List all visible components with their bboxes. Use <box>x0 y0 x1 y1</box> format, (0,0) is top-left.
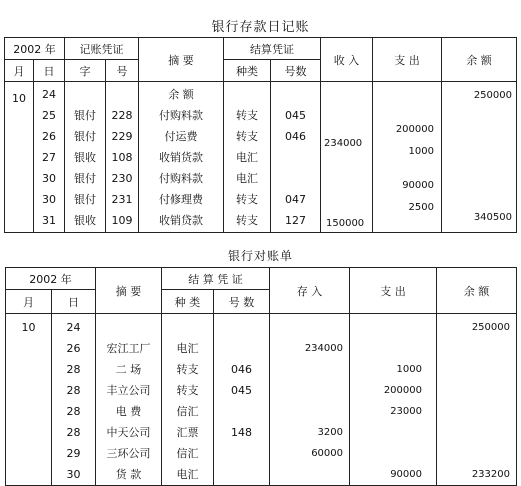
statement-no: 045 <box>231 384 252 397</box>
ledger-no: 045 <box>285 109 306 122</box>
ledger-no <box>271 84 320 105</box>
statement-in <box>270 380 343 401</box>
statement-out <box>350 338 422 359</box>
statement-out: 1000 <box>396 364 422 375</box>
statement-kind: 信汇 <box>176 405 199 418</box>
statement-day: 24 <box>66 321 81 334</box>
ledger-month: 10 <box>12 92 26 105</box>
ledger-head-no: 号数 <box>271 60 321 82</box>
statement-day: 28 <box>66 405 81 418</box>
statement-in: 60000 <box>311 448 343 459</box>
ledger-kind <box>224 84 270 105</box>
statement-bal <box>437 401 510 422</box>
ledger-balance: 340500 <box>473 212 512 223</box>
statement-head-out: 支 出 <box>350 268 437 314</box>
statement-bal: 250000 <box>471 322 510 333</box>
ledger-title: 银行存款日记账 <box>211 20 310 35</box>
ledger-head-voucher: 记账凭证 <box>65 38 139 60</box>
statement-out <box>350 422 422 443</box>
ledger-summary: 付运费 <box>164 130 198 143</box>
ledger-head-day: 日 <box>34 60 65 82</box>
ledger-hao: 229 <box>111 130 133 143</box>
ledger-col-in <box>321 82 373 233</box>
ledger-col-summary <box>139 82 224 233</box>
statement-in <box>270 401 343 422</box>
statement-kind: 电汇 <box>176 468 199 481</box>
statement-col-day <box>52 314 96 486</box>
ledger-summary: 余 额 <box>168 88 194 101</box>
statement-kind: 信汇 <box>176 447 199 460</box>
statement-head-no: 号 数 <box>214 290 270 314</box>
statement-head-summary: 摘 要 <box>96 268 162 314</box>
statement-head-month: 月 <box>6 290 52 314</box>
statement-head-day: 日 <box>52 290 96 314</box>
statement-col-out <box>350 314 437 486</box>
ledger-col-no <box>271 82 321 233</box>
ledger-col-zi <box>65 82 106 233</box>
ledger-no <box>271 147 320 168</box>
statement-out: 23000 <box>390 406 422 417</box>
statement-bal: 233200 <box>471 469 510 480</box>
statement-no <box>214 317 269 338</box>
statement-no <box>214 443 269 464</box>
ledger-head-kind: 种类 <box>224 60 271 82</box>
ledger-balance: 250000 <box>473 90 512 101</box>
ledger-zi <box>65 84 105 105</box>
statement-table <box>5 267 517 486</box>
ledger-out-amount: 1000 <box>408 146 434 157</box>
statement-kind <box>162 317 213 338</box>
ledger-kind: 转支 <box>236 130 258 143</box>
statement-bal <box>437 443 510 464</box>
ledger-col-hao <box>106 82 139 233</box>
statement-day: 28 <box>66 426 81 439</box>
ledger-hao: 231 <box>111 193 133 206</box>
statement-head-in: 存 入 <box>270 268 350 314</box>
ledger-day: 27 <box>42 151 56 164</box>
statement-head-bal: 余 额 <box>437 268 517 314</box>
ledger-col-kind <box>224 82 271 233</box>
statement-summary: 三环公司 <box>106 447 151 460</box>
ledger-no: 127 <box>285 214 306 227</box>
statement-no <box>214 464 269 485</box>
statement-kind: 电汇 <box>176 342 199 355</box>
ledger-head-bal: 余 额 <box>442 38 517 82</box>
statement-month: 10 <box>21 321 36 334</box>
ledger-zi: 银收 <box>74 214 96 227</box>
statement-summary <box>96 317 161 338</box>
statement-summary: 二 场 <box>115 363 142 376</box>
statement-kind: 转支 <box>176 384 199 397</box>
statement-bal <box>437 422 510 443</box>
statement-out <box>350 443 422 464</box>
ledger-head-out: 支 出 <box>373 38 442 82</box>
statement-summary: 中天公司 <box>106 426 151 439</box>
ledger-hao: 230 <box>111 172 133 185</box>
statement-no: 148 <box>231 426 252 439</box>
ledger-col-day <box>34 82 65 233</box>
ledger-out-amount: 90000 <box>402 180 434 191</box>
statement-title: 银行对账单 <box>227 249 293 263</box>
statement-bal <box>437 380 510 401</box>
ledger-head-settle: 结算凭证 <box>224 38 321 60</box>
ledger-kind: 转支 <box>236 214 258 227</box>
ledger-hao: 228 <box>111 109 133 122</box>
ledger-kind: 电汇 <box>236 172 258 185</box>
ledger-col-bal <box>442 82 517 233</box>
statement-col-month <box>6 314 52 486</box>
ledger-in-amount: 150000 <box>326 218 365 229</box>
ledger-col-month <box>5 82 34 233</box>
ledger-hao <box>106 84 138 105</box>
statement-col-no <box>214 314 270 486</box>
statement-kind: 汇票 <box>176 426 199 439</box>
statement-bal <box>437 338 510 359</box>
statement-summary: 货 款 <box>115 468 142 481</box>
statement-summary: 丰立公司 <box>106 384 151 397</box>
statement-no: 046 <box>231 363 252 376</box>
statement-day: 30 <box>66 468 81 481</box>
ledger-zi: 银付 <box>74 109 96 122</box>
ledger-head-month: 月 <box>5 60 34 82</box>
statement-out <box>350 317 422 338</box>
statement-no <box>214 338 269 359</box>
statement-col-in <box>270 314 350 486</box>
ledger-head-summary: 摘 要 <box>139 38 224 82</box>
ledger-out-amount: 2500 <box>408 202 434 213</box>
statement-in <box>270 317 343 338</box>
statement-kind: 转支 <box>176 363 199 376</box>
ledger-day: 30 <box>42 193 56 206</box>
ledger-kind: 电汇 <box>236 151 258 164</box>
statement-day: 28 <box>66 363 81 376</box>
ledger-day: 31 <box>42 214 56 227</box>
ledger-summary: 收销货款 <box>159 151 203 164</box>
ledger-no <box>271 168 320 189</box>
statement-col-summary <box>96 314 162 486</box>
statement-head-year: 2002 年 <box>6 268 96 290</box>
ledger-zi: 银收 <box>74 151 96 164</box>
statement-in <box>270 464 343 485</box>
statement-day: 29 <box>66 447 81 460</box>
statement-day: 28 <box>66 384 81 397</box>
ledger-head-in: 收 入 <box>321 38 373 82</box>
statement-in: 3200 <box>317 427 343 438</box>
statement-head-kind: 种 类 <box>162 290 214 314</box>
ledger-day: 24 <box>42 88 56 101</box>
ledger-summary: 付购料款 <box>159 109 203 122</box>
statement-summary: 电 费 <box>115 405 142 418</box>
ledger-zi: 银付 <box>74 130 96 143</box>
ledger-summary: 收销贷款 <box>159 214 203 227</box>
ledger-zi: 银付 <box>74 193 96 206</box>
statement-in <box>270 359 343 380</box>
ledger-day: 26 <box>42 130 56 143</box>
ledger-zi: 银付 <box>74 172 96 185</box>
ledger-no: 046 <box>285 130 306 143</box>
statement-out: 90000 <box>390 469 422 480</box>
statement-day: 26 <box>66 342 81 355</box>
statement-col-bal <box>437 314 517 486</box>
ledger-out-amount: 200000 <box>395 124 434 135</box>
ledger-kind: 转支 <box>236 193 258 206</box>
ledger-no: 047 <box>285 193 306 206</box>
statement-head-settle: 结 算 凭 证 <box>162 268 270 290</box>
ledger-hao: 109 <box>111 214 133 227</box>
ledger-kind: 转支 <box>236 109 258 122</box>
ledger-col-out <box>373 82 442 233</box>
ledger-summary: 付修理费 <box>159 193 203 206</box>
statement-summary: 宏江工厂 <box>106 342 151 355</box>
statement-bal <box>437 359 510 380</box>
ledger-day: 30 <box>42 172 56 185</box>
statement-in: 234000 <box>304 343 343 354</box>
ledger-head-zi: 字 <box>65 60 106 82</box>
ledger-head-year: 2002 年 <box>5 38 65 60</box>
ledger-summary: 付购料款 <box>159 172 203 185</box>
ledger-hao: 108 <box>111 151 133 164</box>
ledger-head-hao: 号 <box>106 60 139 82</box>
statement-out: 200000 <box>383 385 422 396</box>
ledger-table <box>4 37 517 233</box>
statement-col-kind <box>162 314 214 486</box>
ledger-day: 25 <box>42 109 56 122</box>
ledger-in-amount: 234000 <box>324 138 363 149</box>
statement-no <box>214 401 269 422</box>
